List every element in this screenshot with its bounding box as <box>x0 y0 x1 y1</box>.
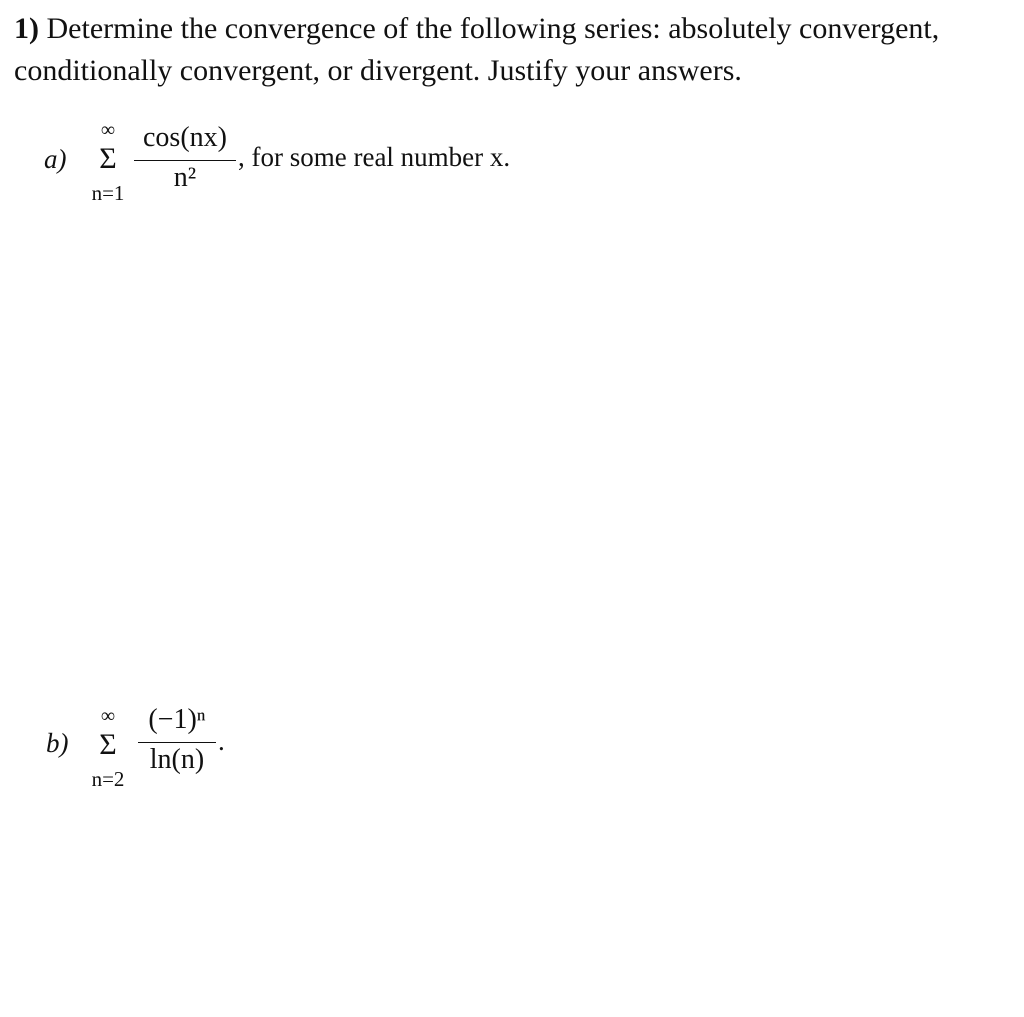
part-a-label: a) <box>44 144 67 174</box>
part-a-lower-limit: n=1 <box>91 181 125 205</box>
part-a-numerator: cos(nx) <box>143 122 227 153</box>
part-b-sigma-symbol: Σ <box>99 728 117 761</box>
part-a-fraction <box>134 120 236 200</box>
part-b-upper-limit: ∞ <box>100 705 116 727</box>
part-a-sigma-symbol: Σ <box>99 142 117 175</box>
part-a-trailing-text: , for some real number x. <box>238 142 511 172</box>
part-b-trailing-text: . <box>218 726 225 756</box>
question-text: Determine the convergence of the following series: absolutely convergent, conditionally convergent, or divergent. Justify your answers. <box>14 12 940 87</box>
part-a-summation <box>88 118 128 208</box>
part-b-fraction <box>138 702 216 782</box>
part-a-upper-limit: ∞ <box>100 119 116 141</box>
part-a-denominator: n² <box>173 162 197 193</box>
part-b-summation <box>88 704 128 794</box>
part-b-denominator: ln(n) <box>149 744 205 775</box>
question-1 <box>14 8 1014 92</box>
question-number: 1) <box>14 12 39 45</box>
part-b-lower-limit: n=2 <box>91 767 125 791</box>
part-b-numerator: (−1)ⁿ <box>148 704 206 735</box>
part-a-fraction-bar <box>134 160 236 161</box>
part-b-fraction-bar <box>138 742 216 743</box>
part-b-label: b) <box>46 728 69 758</box>
